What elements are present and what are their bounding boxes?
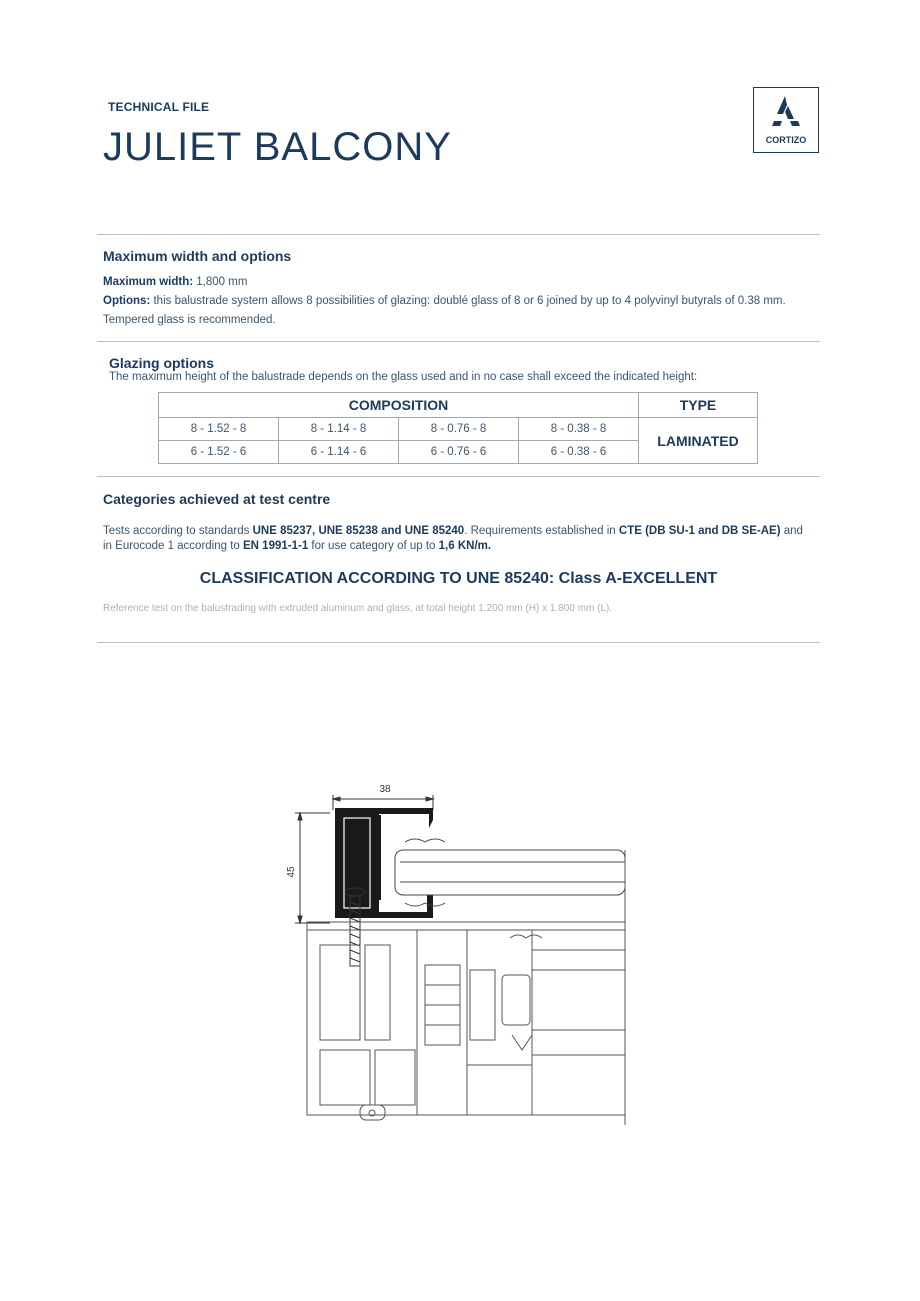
max-width-paragraph (103, 273, 815, 330)
glazing-table (158, 392, 758, 464)
table-cell: 6 - 1.52 - 6 (159, 441, 279, 464)
text-run: Tests according to standards (103, 525, 253, 537)
section-heading-glazing: Glazing options (109, 355, 214, 371)
logo-mark-icon (754, 88, 817, 133)
section-heading-max-width: Maximum width and options (103, 248, 292, 264)
divider (97, 234, 820, 235)
bold-run: EN 1991-1-1 (243, 540, 309, 552)
logo-text: CORTIZO (765, 135, 807, 145)
bold-run: CTE (DB SU-1 and DB SE-AE) (618, 525, 781, 537)
table-row (159, 418, 758, 441)
text-run: for use category of up to (308, 540, 439, 552)
table-cell: 8 - 1.14 - 8 (279, 418, 399, 441)
table-cell: 8 - 1.52 - 8 (159, 418, 279, 441)
text-run: and in Eurocode 1 according to (103, 525, 803, 552)
max-width-value: 1,800 mm (193, 276, 248, 288)
text-run: . Requirements established in (464, 525, 619, 537)
options-text: this balustrade system allows 8 possibilities of glazing: doublé glass of 8 or 6 joined by up to 4 polyvinyl butyrals of 0.38 mm. Tempered glass is recommended. (103, 295, 786, 326)
divider (97, 341, 820, 342)
table-cell: 8 - 0.38 - 8 (519, 418, 639, 441)
dimension-height-label: 45 (286, 866, 297, 878)
max-width-label: Maximum width: (103, 276, 194, 288)
table-cell: 6 - 0.76 - 6 (399, 441, 519, 464)
document-kicker: TECHNICAL FILE (108, 100, 210, 114)
cortizo-logo (753, 87, 819, 153)
bold-run: 1,6 KN/m. (438, 540, 492, 552)
categories-paragraph (103, 524, 815, 554)
classification-heading: CLASSIFICATION ACCORDING TO UNE 85240: Class A-EXCELLENT (199, 570, 718, 587)
divider (97, 476, 820, 477)
table-cell-type: LAMINATED (639, 418, 758, 464)
table-cell: 6 - 0.38 - 6 (519, 441, 639, 464)
table-cell: 8 - 0.76 - 8 (399, 418, 519, 441)
table-header-composition: COMPOSITION (159, 393, 639, 418)
dimension-width-label: 38 (379, 784, 391, 795)
table-cell: 6 - 1.14 - 6 (279, 441, 399, 464)
reference-note: Reference test on the balustrading with extruded aluminum and glass, at total height 1.200 mm (H) x 1.800 mm (L). (103, 603, 613, 614)
glazing-intro: The maximum height of the balustrade depends on the glass used and in no case shall exceed the indicated height: (109, 371, 698, 383)
section-heading-categories: Categories achieved at test centre (103, 491, 331, 507)
options-label: Options: (103, 295, 151, 307)
divider (97, 642, 820, 643)
page-title: JULIET BALCONY (103, 125, 452, 169)
bold-run: UNE 85237, UNE 85238 and UNE 85240 (252, 525, 465, 537)
table-header-type: TYPE (639, 393, 758, 418)
profile-cross-section-drawing (280, 770, 640, 1130)
